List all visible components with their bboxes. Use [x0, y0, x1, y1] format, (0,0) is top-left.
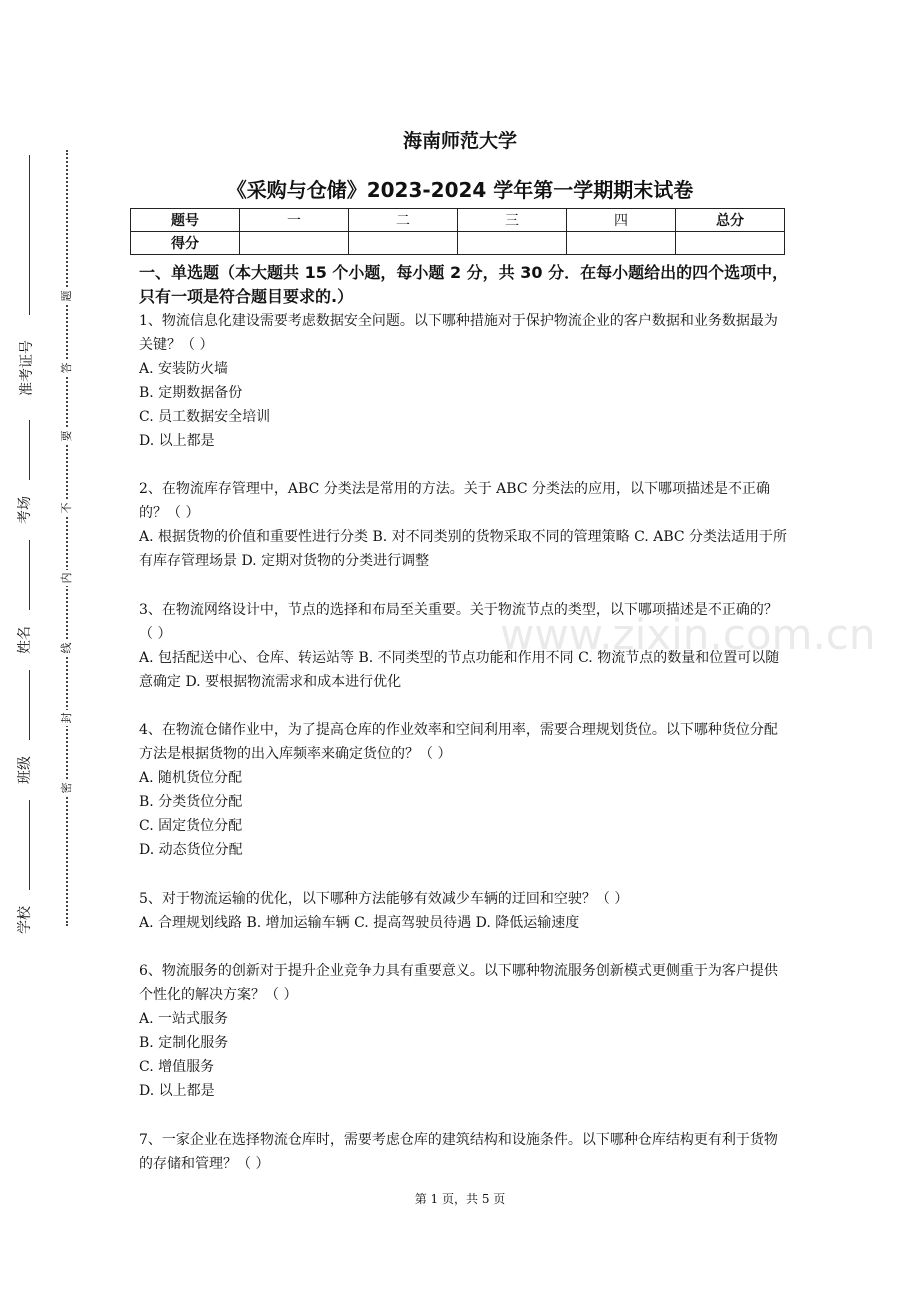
score-cell-empty[interactable]: [567, 232, 676, 255]
score-table: [130, 208, 785, 255]
score-cell: 四: [567, 209, 676, 232]
sealing-char-3: 要: [58, 428, 74, 444]
question-stem: 5、对于物流运输的优化，以下哪种方法能够有效减少车辆的迂回和空驶？（ ）: [139, 891, 629, 907]
question-stem: 2、在物流库存管理中，ABC 分类法是常用的方法。关于 ABC 分类法的应用，以下哪项描述是不正确的？（ ）: [139, 481, 770, 521]
sealing-char-5: 内: [58, 570, 74, 586]
side-label-id-text: 准考证号: [19, 340, 35, 396]
question-stem: 1、物流信息化建设需要考虑数据安全问题。以下哪种措施对于保护物流企业的客户数据和业务数据最为关键？（ ）: [139, 313, 778, 353]
sealing-char-7: 封: [58, 710, 74, 726]
question-options-inline: A. 合理规划线路 B. 增加运输车辆 C. 提高驾驶员待遇 D. 降低运输速度: [139, 915, 580, 931]
score-cell: 一: [240, 209, 349, 232]
side-label-name: [12, 620, 46, 660]
side-underline-name: [29, 540, 30, 610]
score-cell-empty[interactable]: [458, 232, 567, 255]
score-cell: 二: [349, 209, 458, 232]
question-option: A. 一站式服务: [139, 1011, 229, 1027]
score-cell-empty[interactable]: [676, 232, 785, 255]
section-heading: 一、单选题（本大题共 15 个小题，每小题 2 分，共 30 分．在每小题给出的四个选项中，只有一项是符合题目要求的.）: [139, 263, 789, 306]
question-option: A. 安装防火墙: [139, 361, 229, 377]
question-option: C. 员工数据安全培训: [139, 409, 271, 425]
watermark: www.zixin.com.cn: [500, 610, 876, 659]
question-option: A. 随机货位分配: [139, 770, 243, 786]
score-cell-empty[interactable]: [349, 232, 458, 255]
question-option: B. 定制化服务: [139, 1035, 229, 1051]
sealing-char-8: 密: [58, 780, 74, 796]
score-table-header-row: [131, 209, 785, 232]
question-option: D. 以上都是: [139, 433, 215, 449]
score-cell: 总分: [676, 209, 785, 232]
side-label-name-text: 姓名: [17, 626, 33, 654]
question-options-inline: A. 根据货物的价值和重要性进行分类 B. 对不同类别的货物采取不同的管理策略 C. ABC 分类法适用于所有库存管理场景 D. 定期对货物的分类进行调整: [139, 529, 788, 569]
score-cell: 得分: [131, 232, 240, 255]
side-underline-class: [29, 670, 30, 740]
question-stem: 7、一家企业在选择物流仓库时，需要考虑仓库的建筑结构和设施条件。以下哪种仓库结构更有利于货物的存储和管理？（ ）: [139, 1132, 778, 1172]
score-table-score-row: [131, 232, 785, 255]
side-label-class: [12, 750, 46, 790]
score-cell: 三: [458, 209, 567, 232]
side-label-room: [12, 490, 46, 530]
question-stem: 3、在物流网络设计中，节点的选择和布局至关重要。关于物流节点的类型，以下哪项描述是不正确的？（ ）: [139, 602, 778, 642]
sealing-char-4: 不: [58, 500, 74, 516]
side-label-school-text: 学校: [17, 906, 33, 934]
sealing-dotted-line: [66, 150, 68, 926]
exam-title: 《采购与仓储》2023-2024 学年第一学期期末试卷: [226, 178, 694, 202]
side-label-class-text: 班级: [17, 756, 33, 784]
sealing-char-2: 答: [58, 360, 74, 376]
question-stem: 4、在物流仓储作业中，为了提高仓库的作业效率和空间利用率，需要合理规划货位。以下哪种货位分配方法是根据货物的出入库频率来确定货位的？（ ）: [139, 722, 778, 762]
question-option: C. 固定货位分配: [139, 818, 243, 834]
question-option: B. 分类货位分配: [139, 794, 243, 810]
page-footer: 第 1 页，共 5 页: [414, 1192, 506, 1206]
sealing-char-1: 题: [58, 288, 74, 304]
side-underline-room: [29, 420, 30, 480]
sealing-char-6: 线: [58, 640, 74, 656]
score-cell-empty[interactable]: [240, 232, 349, 255]
side-underline-school: [29, 800, 30, 890]
university-title: 海南师范大学: [402, 130, 517, 152]
question-option: C. 增值服务: [139, 1059, 215, 1075]
question-option: D. 以上都是: [139, 1083, 215, 1099]
side-label-room-text: 考场: [17, 496, 33, 524]
question-option: B. 定期数据备份: [139, 385, 243, 401]
question-option: D. 动态货位分配: [139, 842, 243, 858]
score-cell: 题号: [131, 209, 240, 232]
side-label-id: [12, 330, 46, 400]
side-label-school: [12, 900, 46, 940]
question-options-inline: A. 包括配送中心、仓库、转运站等 B. 不同类型的节点功能和作用不同 C. 物流节点的数量和位置可以随意确定 D. 要根据物流需求和成本进行优化: [139, 650, 780, 690]
question-stem: 6、物流服务的创新对于提升企业竞争力具有重要意义。以下哪种物流服务创新模式更侧重于为客户提供个性化的解决方案？（ ）: [139, 963, 778, 1003]
